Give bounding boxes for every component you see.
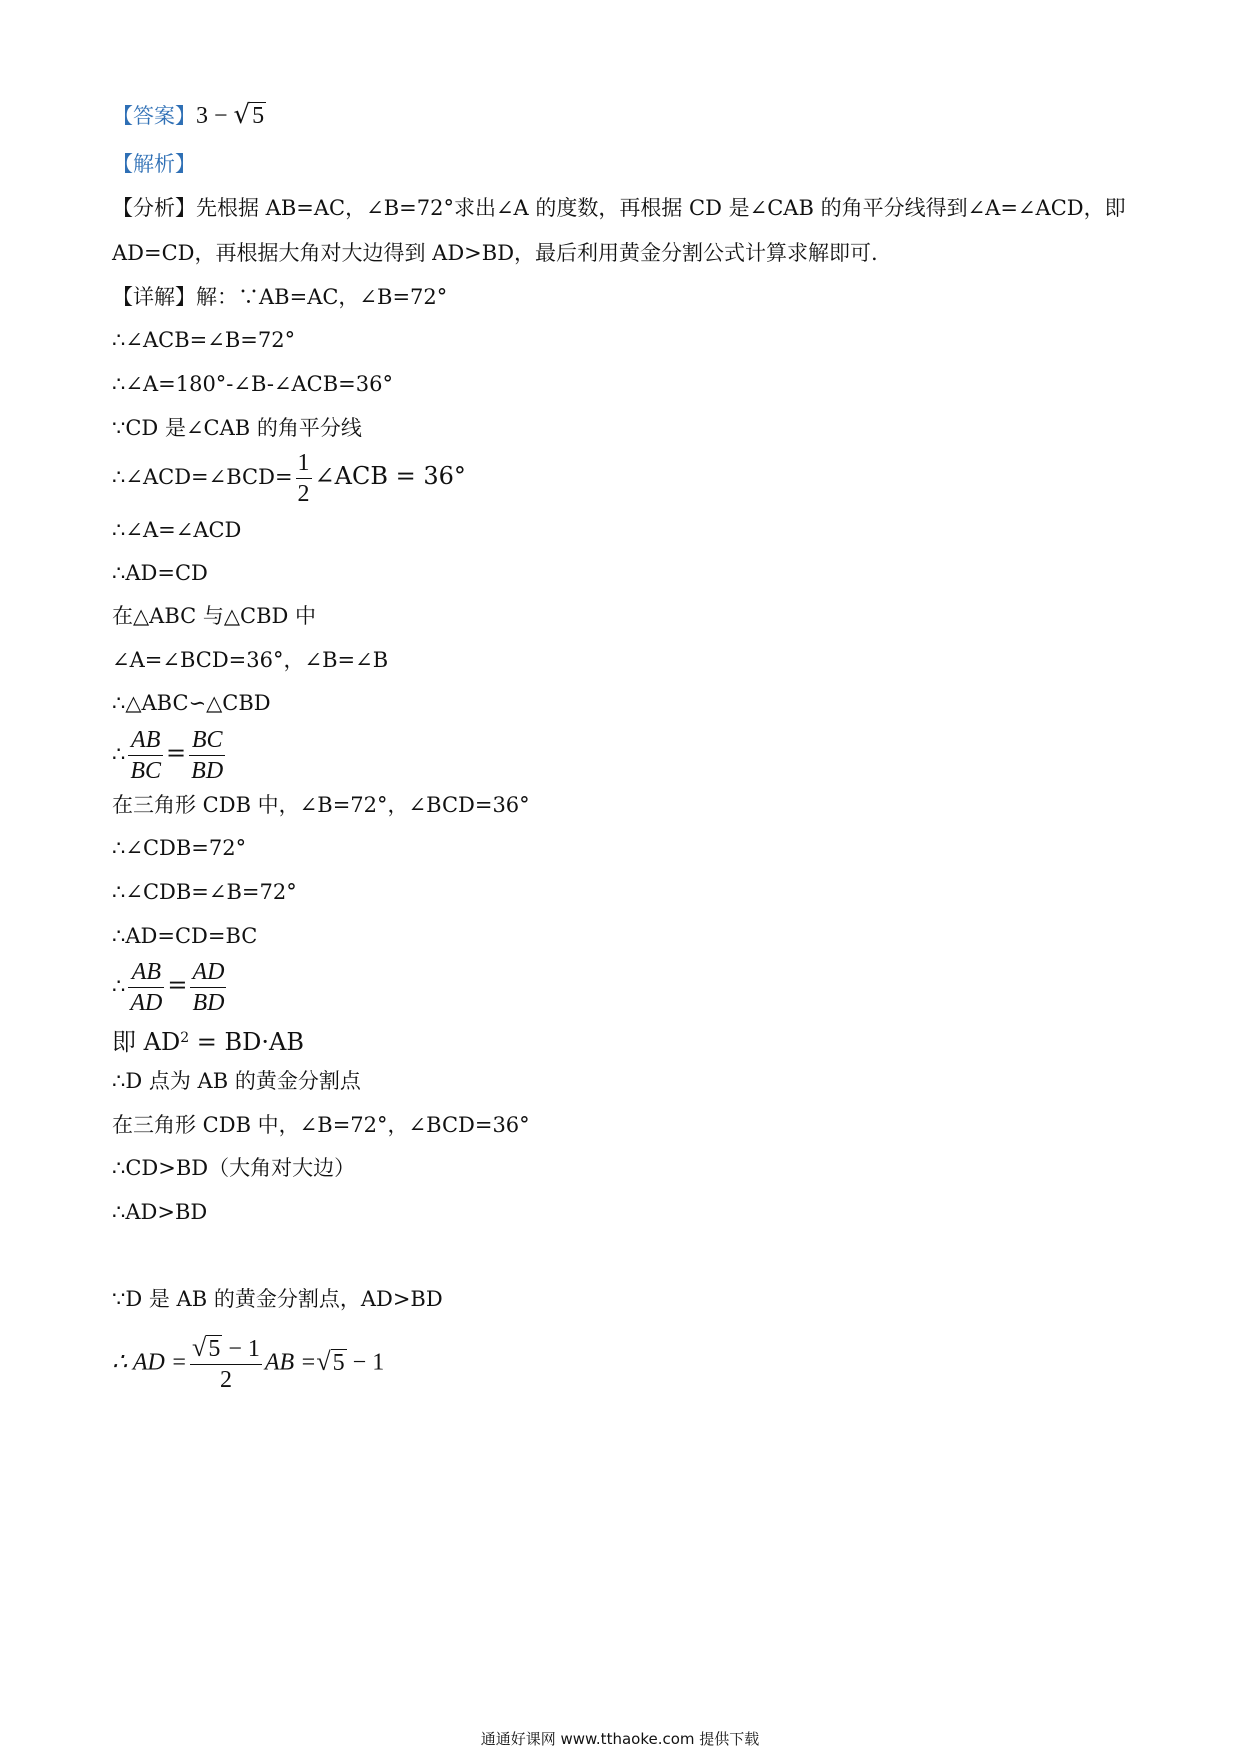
fraction-golden-numerator: √5 − 1 <box>190 1333 262 1365</box>
detail-label: 【详解】 <box>112 285 196 309</box>
fraction-ad-bd: $\frac{AD}{BD}$ <box>192 959 225 1016</box>
step-15 <box>112 957 229 1018</box>
step-14: ∴AD=CD=BC <box>112 924 258 948</box>
step-11: 在三角形 CDB 中，∠B=72°，∠BCD=36° <box>112 793 530 817</box>
step-2: ∴∠A=180°-∠B-∠ACB=36° <box>112 372 393 396</box>
step-10-prefix: ∴ <box>112 742 126 766</box>
step-20: ∴AD>BD <box>112 1200 208 1224</box>
step-18: 在三角形 CDB 中，∠B=72°，∠BCD=36° <box>112 1113 530 1137</box>
step-8: ∠A=∠BCD=36°，∠B=∠B <box>112 648 389 672</box>
step-4-prefix: ∴∠ACD=∠BCD= <box>112 465 293 489</box>
sqrt-sign: √5 <box>192 1333 221 1362</box>
step-22-rest: − 1 <box>346 1349 385 1376</box>
answer-line <box>112 100 266 131</box>
step-16 <box>112 1023 304 1058</box>
equals-sign: = <box>166 739 187 767</box>
exponent: 2 <box>180 1030 190 1046</box>
step-4-suffix: ∠ACB = 36° <box>314 462 466 490</box>
step-4 <box>112 448 466 509</box>
step-17: ∴D 点为 AB 的黄金分割点 <box>112 1069 361 1093</box>
step-10 <box>112 725 228 786</box>
fraction-half: $\frac{1}{2}$ <box>297 450 310 507</box>
fraction-golden: $\frac{√5 - 1}{2}$ <box>192 1333 260 1393</box>
step-16-prefix: 即 AD <box>112 1028 181 1056</box>
step-7: 在△ABC 与△CBD 中 <box>112 604 317 628</box>
sqrt-sign: √5 <box>316 1346 345 1376</box>
fenxi-line2: AD=CD，再根据大角对大边得到 AD>BD，最后利用黄金分割公式计算求解即可. <box>112 241 878 265</box>
step-19: ∴CD>BD（大角对大边） <box>112 1156 356 1180</box>
footer-text: 通通好课网 www.tthaoke.com 提供下载 <box>480 1730 760 1748</box>
detail-intro-line <box>112 282 447 312</box>
step-16-suffix: = BD·AB <box>189 1028 304 1056</box>
detail-intro: 解：∵AB=AC，∠B=72° <box>196 285 448 309</box>
step-12: ∴∠CDB=72° <box>112 836 247 860</box>
step-22-prefix: ∴ AD = <box>112 1349 188 1376</box>
step-22-mid: AB = <box>264 1349 317 1376</box>
step-3: ∵CD 是∠CAB 的角平分线 <box>112 416 362 440</box>
fenxi-line1 <box>112 193 1126 223</box>
step-21: ∵D 是 AB 的黄金分割点，AD>BD <box>112 1287 443 1311</box>
step-15-prefix: ∴ <box>112 974 126 998</box>
step-1: ∴∠ACB=∠B=72° <box>112 328 296 352</box>
equals-sign: = <box>167 971 188 999</box>
step-6: ∴AD=CD <box>112 561 208 585</box>
step-13: ∴∠CDB=∠B=72° <box>112 880 297 904</box>
fenxi-label: 【分析】 <box>112 196 196 220</box>
step-9: ∴△ABC∽△CBD <box>112 691 271 715</box>
analysis-label: 【解析】 <box>112 152 196 176</box>
answer-sqrt: √5 <box>233 100 265 130</box>
fraction-bc-bd: $\frac{BC}{BD}$ <box>191 727 224 784</box>
fraction-ab-ad: $\frac{AB}{AD}$ <box>130 959 163 1016</box>
fenxi-text1: 先根据 AB=AC，∠B=72°求出∠A 的度数，再根据 CD 是∠CAB 的角平分线得到∠A=∠ACD，即 <box>196 196 1126 220</box>
answer-label: 【答案】 <box>112 104 196 128</box>
answer-prefix: 3 − <box>196 103 234 129</box>
step-5: ∴∠A=∠ACD <box>112 518 242 542</box>
fraction-ab-bc: $\frac{AB}{BC}$ <box>130 727 162 784</box>
step-22 <box>112 1333 384 1395</box>
